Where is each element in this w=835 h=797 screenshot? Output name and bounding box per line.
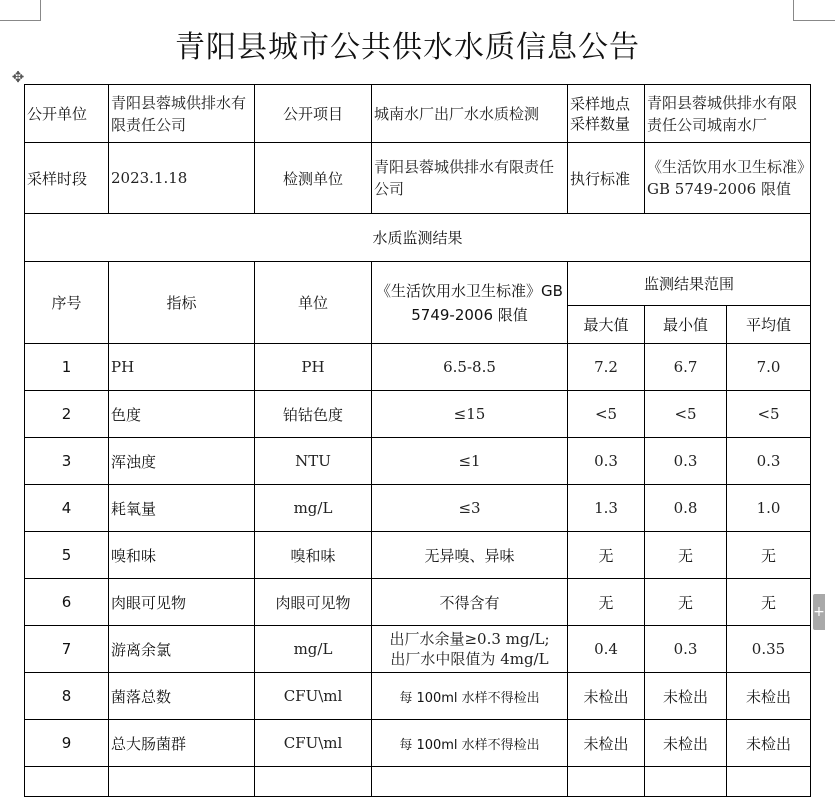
- row-indicator: 总大肠菌群: [109, 720, 255, 767]
- row-limit: 每 100ml 水样不得检出: [372, 673, 568, 720]
- table-row: [25, 344, 811, 391]
- row-max: <5: [568, 391, 645, 438]
- standard-label: 执行标准: [568, 143, 645, 214]
- row-max: 1.3: [568, 485, 645, 532]
- section-title-row: [25, 214, 811, 262]
- standard-value: 《生活饮用水卫生标准》GB 5749-2006 限值: [645, 143, 811, 214]
- table-row: [25, 485, 811, 532]
- row-indicator: 游离余氯: [109, 626, 255, 673]
- header-max: 最大值: [568, 306, 645, 344]
- row-avg: 未检出: [727, 673, 811, 720]
- unit-label: 公开单位: [25, 85, 109, 143]
- row-max: 无: [568, 532, 645, 579]
- row-no: 2: [25, 391, 109, 438]
- site-value: 青阳县蓉城供排水有限责任公司城南水厂: [645, 85, 811, 143]
- row-min: 0.8: [645, 485, 727, 532]
- row-no: 1: [25, 344, 109, 391]
- site-label-line-2: 采样数量: [570, 114, 631, 133]
- row-max: 0.3: [568, 438, 645, 485]
- row-min: 未检出: [645, 673, 727, 720]
- row-min: 未检出: [645, 720, 727, 767]
- row-no: 3: [25, 438, 109, 485]
- row-max: 未检出: [568, 720, 645, 767]
- row-unit: 嗅和味: [255, 532, 372, 579]
- row-avg: <5: [727, 391, 811, 438]
- plus-icon[interactable]: +: [813, 594, 825, 630]
- row-no: 6: [25, 579, 109, 626]
- table-row: [25, 438, 811, 485]
- row-min: 0.3: [645, 626, 727, 673]
- header-row-1: [25, 262, 811, 306]
- row-avg: 0.35: [727, 626, 811, 673]
- unit-value: 青阳县蓉城供排水有限责任公司: [109, 85, 255, 143]
- row-indicator: 菌落总数: [109, 673, 255, 720]
- row-indicator: 色度: [109, 391, 255, 438]
- row-no: 9: [25, 720, 109, 767]
- table-row: [25, 579, 811, 626]
- header-avg: 平均值: [727, 306, 811, 344]
- info-row-1: [25, 85, 811, 143]
- row-limit: 每 100ml 水样不得检出: [372, 720, 568, 767]
- crop-mark-top-left: [0, 0, 41, 21]
- time-label: 采样时段: [25, 143, 109, 214]
- row-unit: mg/L: [255, 485, 372, 532]
- row-max: 未检出: [568, 673, 645, 720]
- row-no: 4: [25, 485, 109, 532]
- row-indicator: 嗅和味: [109, 532, 255, 579]
- row-unit: CFU\ml: [255, 720, 372, 767]
- row-min: 无: [645, 579, 727, 626]
- row-unit: mg/L: [255, 626, 372, 673]
- row-avg: 7.0: [727, 344, 811, 391]
- empty-cell: [372, 767, 568, 797]
- row-avg: 无: [727, 579, 811, 626]
- table-row: [25, 720, 811, 767]
- row-limit-line-1: 出厂水余量≥0.3 mg/L;: [389, 630, 550, 648]
- row-min: 无: [645, 532, 727, 579]
- water-quality-table: [24, 84, 811, 797]
- empty-cell: [25, 767, 109, 797]
- table-row: [25, 673, 811, 720]
- row-max: 0.4: [568, 626, 645, 673]
- row-limit: [372, 626, 568, 673]
- row-limit-line-2: 出厂水中限值为 4mg/L: [390, 650, 549, 668]
- header-range: 监测结果范围: [568, 262, 811, 306]
- row-no: 5: [25, 532, 109, 579]
- row-avg: 无: [727, 532, 811, 579]
- row-limit: ≤3: [372, 485, 568, 532]
- row-unit: PH: [255, 344, 372, 391]
- table-row: [25, 626, 811, 673]
- row-indicator: PH: [109, 344, 255, 391]
- row-min: 0.3: [645, 438, 727, 485]
- row-indicator: 浑浊度: [109, 438, 255, 485]
- header-unit: 单位: [255, 262, 372, 344]
- header-standard: 《生活饮用水卫生标准》GB 5749-2006 限值: [372, 262, 568, 344]
- row-limit: ≤15: [372, 391, 568, 438]
- empty-cell: [727, 767, 811, 797]
- table-row: [25, 532, 811, 579]
- row-avg: 0.3: [727, 438, 811, 485]
- empty-cell: [645, 767, 727, 797]
- header-indicator: 指标: [109, 262, 255, 344]
- time-value: 2023.1.18: [109, 143, 255, 214]
- empty-cell: [255, 767, 372, 797]
- header-no: 序号: [25, 262, 109, 344]
- row-no: 8: [25, 673, 109, 720]
- section-title: 水质监测结果: [25, 214, 811, 262]
- project-value: 城南水厂出厂水水质检测: [372, 85, 568, 143]
- header-min: 最小值: [645, 306, 727, 344]
- row-min: <5: [645, 391, 727, 438]
- row-indicator: 耗氧量: [109, 485, 255, 532]
- row-unit: 肉眼可见物: [255, 579, 372, 626]
- site-label: [568, 85, 645, 143]
- site-label-line-1: 采样地点: [570, 94, 631, 113]
- row-indicator: 肉眼可见物: [109, 579, 255, 626]
- detect-label: 检测单位: [255, 143, 372, 214]
- row-limit: ≤1: [372, 438, 568, 485]
- row-unit: CFU\ml: [255, 673, 372, 720]
- row-min: 6.7: [645, 344, 727, 391]
- project-label: 公开项目: [255, 85, 372, 143]
- row-max: 无: [568, 579, 645, 626]
- info-row-2: [25, 143, 811, 214]
- row-unit: 铂钴色度: [255, 391, 372, 438]
- row-avg: 1.0: [727, 485, 811, 532]
- row-limit: 6.5-8.5: [372, 344, 568, 391]
- table-row: [25, 391, 811, 438]
- crop-mark-top-right: [793, 0, 835, 21]
- table-row-partial: [25, 767, 811, 797]
- row-unit: NTU: [255, 438, 372, 485]
- empty-cell: [568, 767, 645, 797]
- move-icon[interactable]: ✥: [11, 68, 25, 86]
- row-no: 7: [25, 626, 109, 673]
- row-limit: 无异嗅、异味: [372, 532, 568, 579]
- row-avg: 未检出: [727, 720, 811, 767]
- row-max: 7.2: [568, 344, 645, 391]
- empty-cell: [109, 767, 255, 797]
- row-limit: 不得含有: [372, 579, 568, 626]
- page-title: 青阳县城市公共供水水质信息公告: [175, 30, 640, 65]
- detect-value: 青阳县蓉城供排水有限责任公司: [372, 143, 568, 214]
